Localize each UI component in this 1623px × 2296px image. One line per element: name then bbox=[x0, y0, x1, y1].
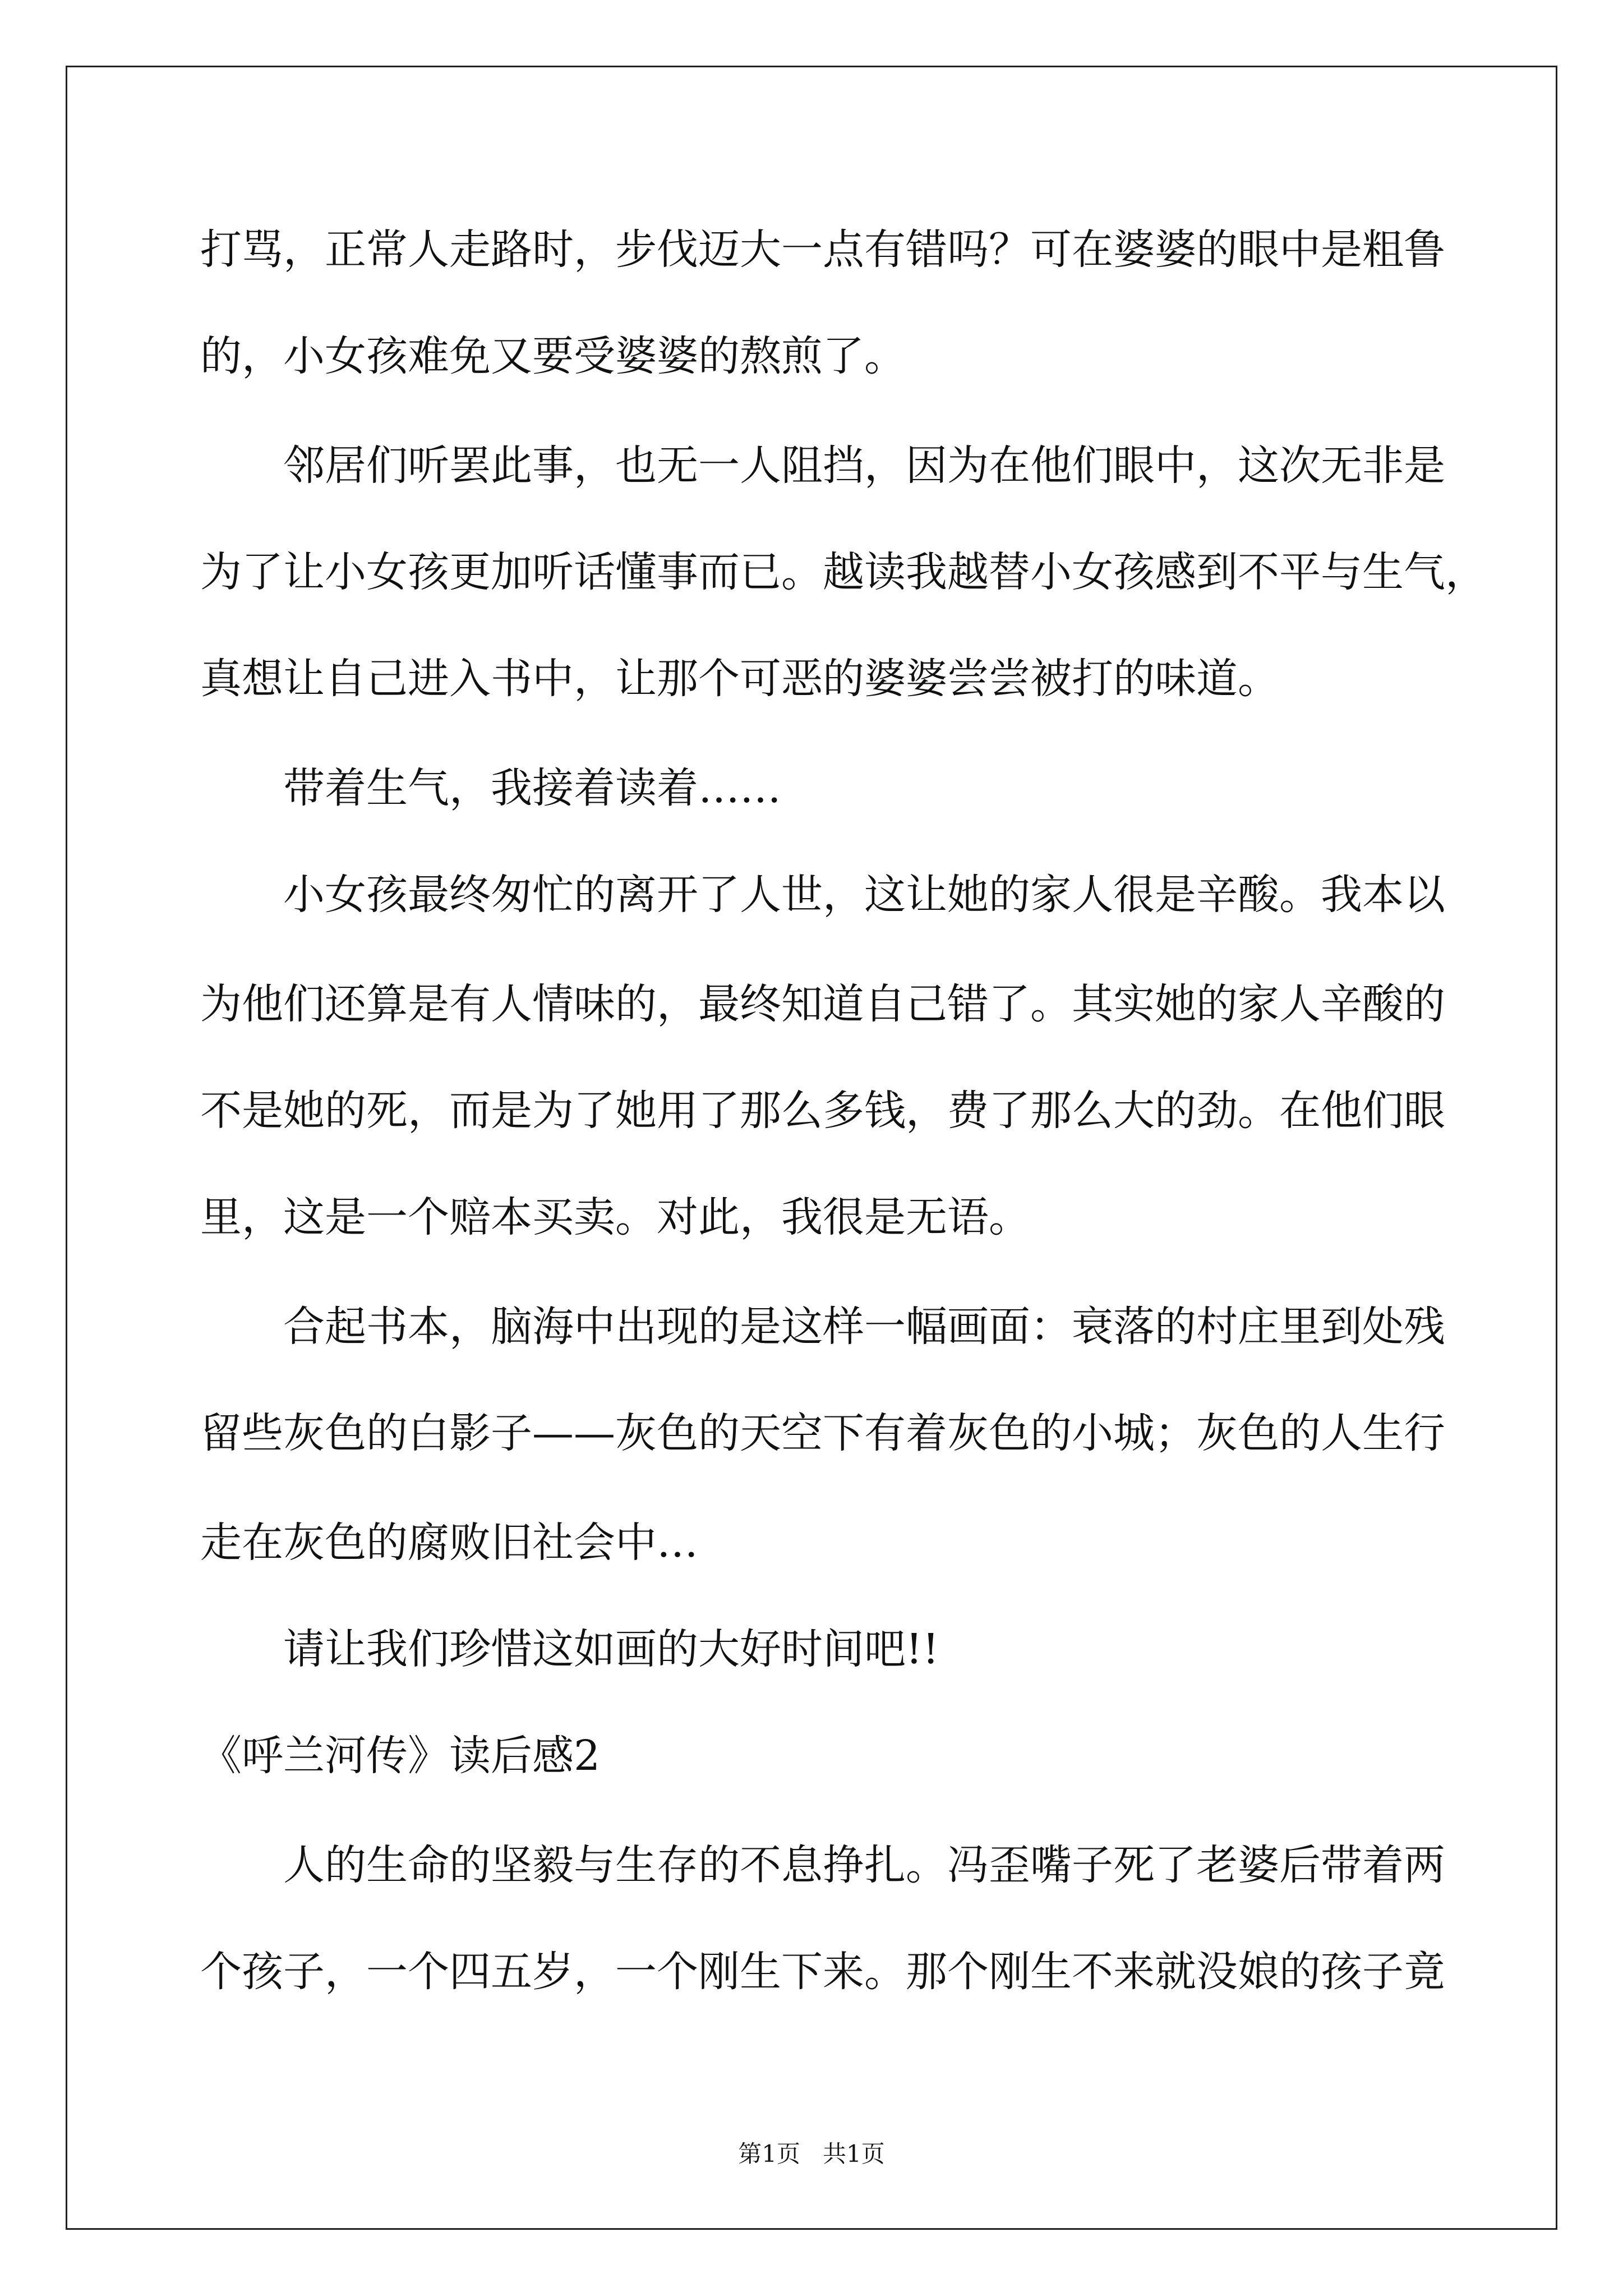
body-line: 为了让小女孩更加听话懂事而已。越读我越替小女孩感到不平与生气， bbox=[200, 548, 1487, 596]
body-line: 不是她的死，而是为了她用了那么多钱，费了那么大的劲。在他们眼 bbox=[200, 1087, 1445, 1135]
paragraph-first-line: 邻居们听罢此事，也无一人阻挡，因为在他们眼中，这次无非是 bbox=[283, 441, 1445, 490]
page-border bbox=[66, 66, 1557, 2230]
body-line: 打骂，正常人走路时，步伐迈大一点有错吗？可在婆婆的眼中是粗鲁 bbox=[200, 226, 1445, 274]
paragraph-first-line: 小女孩最终匆忙的离开了人世，这让她的家人很是辛酸。我本以 bbox=[283, 871, 1445, 919]
body-line: 留些灰色的白影子——灰色的天空下有着灰色的小城；灰色的人生行 bbox=[200, 1409, 1445, 1457]
section-heading: 《呼兰河传》读后感2 bbox=[200, 1732, 601, 1780]
body-line: 真想让自己进入书中，让那个可恶的婆婆尝尝被打的味道。 bbox=[200, 655, 1279, 703]
body-line: 里，这是一个赔本买卖。对此，我很是无语。 bbox=[200, 1193, 1030, 1241]
paragraph-first-line: 请让我们珍惜这如画的大好时间吧!! bbox=[283, 1625, 939, 1673]
paragraph-first-line: 带着生气，我接着读着…… bbox=[283, 764, 781, 812]
body-line: 为他们还算是有人情味的，最终知道自己错了。其实她的家人辛酸的 bbox=[200, 980, 1445, 1028]
paragraph-first-line: 合起书本，脑海中出现的是这样一幅画面：衰落的村庄里到处残 bbox=[283, 1303, 1445, 1351]
body-line: 走在灰色的腐败旧社会中… bbox=[200, 1519, 698, 1567]
paragraph-first-line: 人的生命的坚毅与生存的不息挣扎。冯歪嘴子死了老婆后带着两 bbox=[283, 1841, 1445, 1889]
page-number-footer: 第1页 共1页 bbox=[738, 2140, 885, 2168]
body-line: 个孩子，一个四五岁，一个刚生下来。那个刚生不来就没娘的孩子竟 bbox=[200, 1948, 1445, 1996]
body-line: 的，小女孩难免又要受婆婆的熬煎了。 bbox=[200, 332, 906, 380]
